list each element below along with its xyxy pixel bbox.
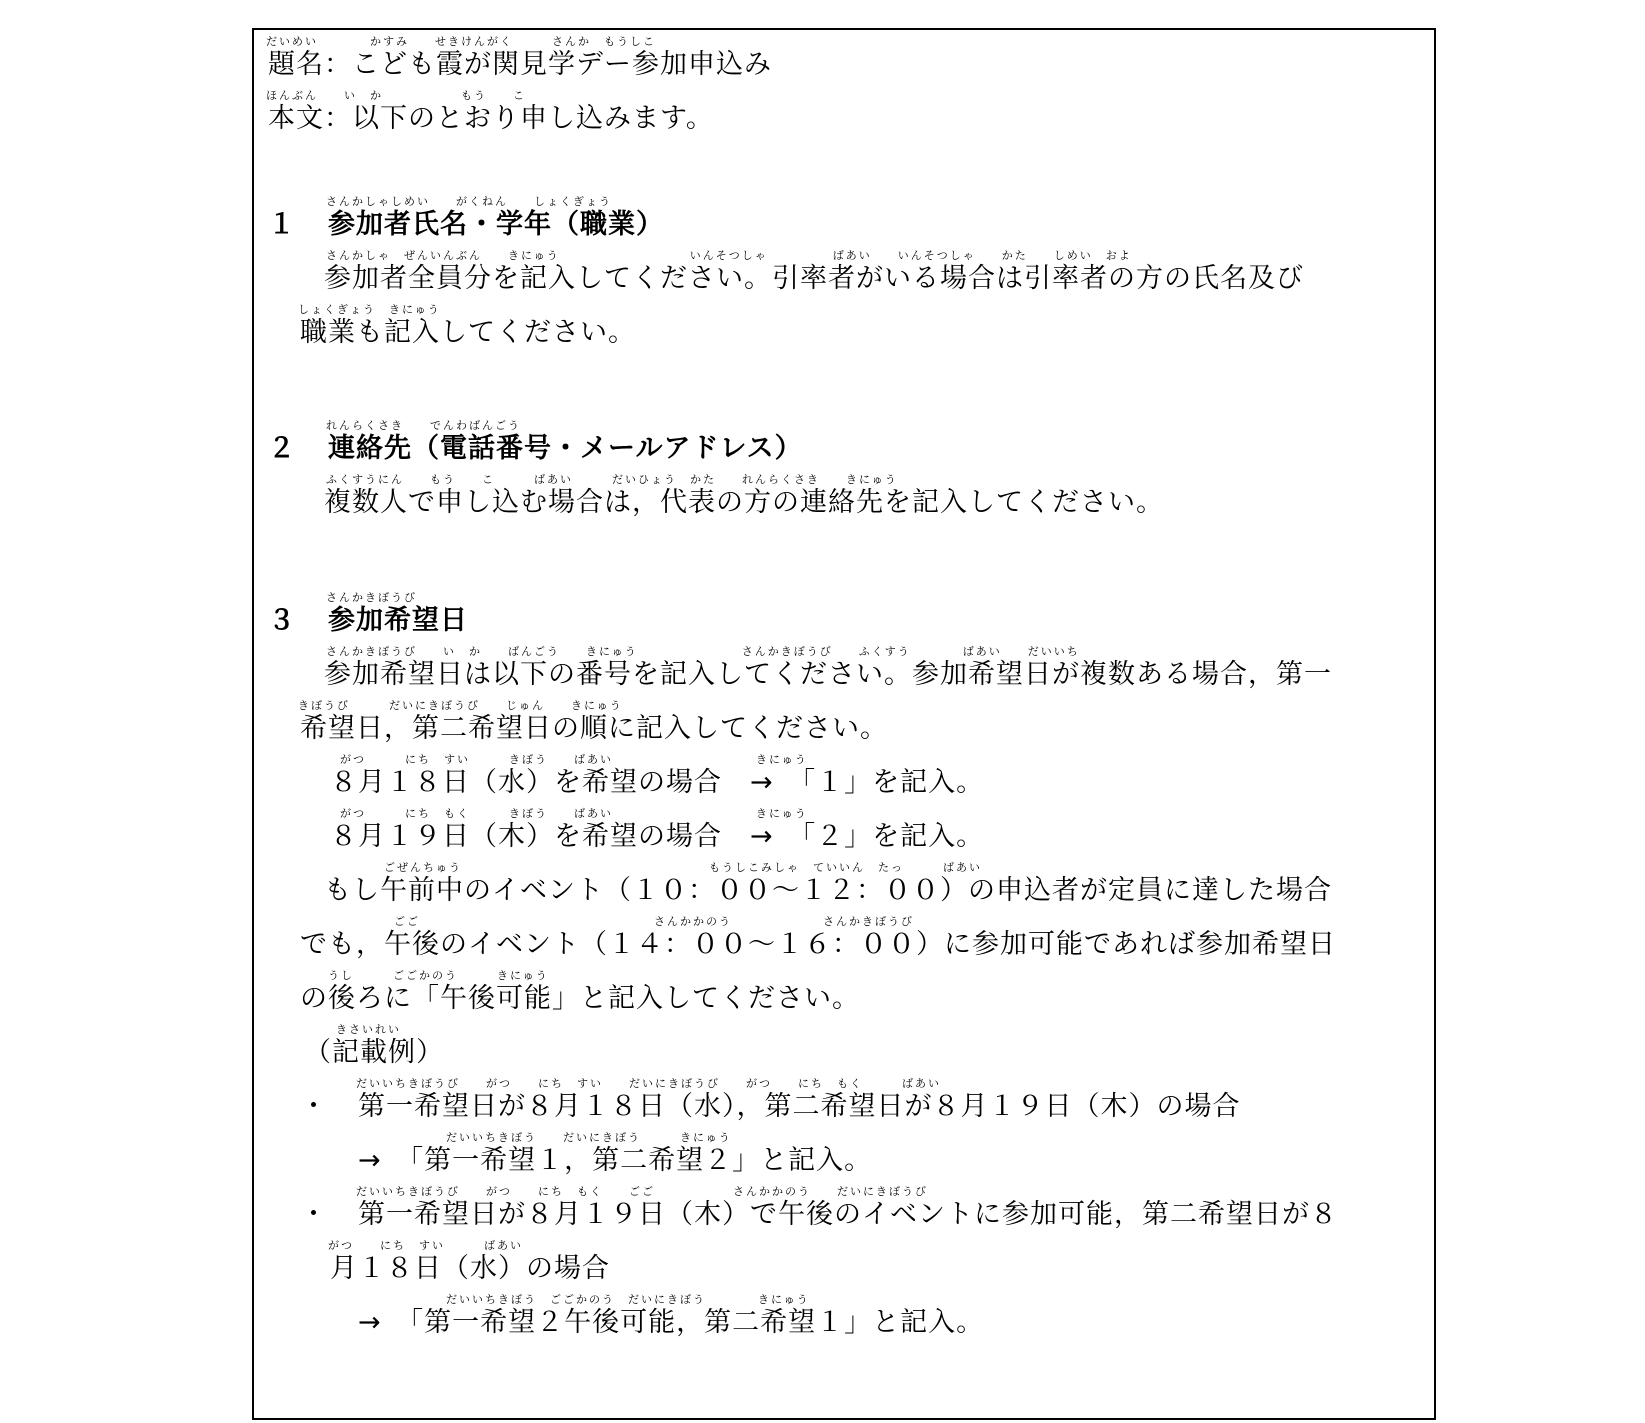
example2-continuation-furigana: がつ にち すい ばあい — [328, 1239, 523, 1252]
section3-line4-furigana: がつ にち もく きぼう ばあい きにゅう — [340, 807, 808, 820]
section3-line2-furigana: きぼうび だいにきぼうび じゅん きにゅう — [298, 699, 623, 712]
section3-line6: でも，午後のイベント（１４：００～１６：００）に参加可能であれば参加希望日 — [300, 929, 1336, 960]
section3-line2: 希望日，第二希望日の順に記入してください。 — [300, 713, 888, 744]
subject-furigana: だいめい かすみ せきけんがく さんか もうしこ — [266, 35, 656, 48]
section1-line1: 参加者全員分を記入してください。引率者がいる場合は引率者の方の氏名及び — [324, 263, 1304, 294]
section3-heading-furigana: さんかきぼうび — [326, 591, 417, 604]
section3-line5: もし午前中のイベント（１０：００～１２：００）の申込者が定員に達した場合 — [324, 875, 1332, 906]
example2-result-furigana: だいいちきぼう ごごかのう だいにきぼう きにゅう — [446, 1293, 810, 1306]
section3-option-2: ８月１９日（木）を希望の場合 → 「２」を記入。 — [330, 821, 985, 852]
section3-line7-furigana: うし ごごかのう きにゅう — [328, 969, 549, 982]
section3-line1-furigana: さんかきぼうび い か ばんごう きにゅう さんかきぼうび ふくすう ばあい だいいち — [326, 645, 1080, 658]
section3-heading — [268, 602, 468, 640]
example2-line — [300, 1196, 1338, 1234]
section2-line1: 複数人で申し込む場合は，代表の方の連絡先を記入してください。 — [324, 487, 1164, 518]
section2-title: 連絡先（電話番号・メールアドレス） — [328, 433, 803, 464]
section1-line2-furigana: しょくぎょう きにゅう — [298, 303, 441, 316]
example1-furigana: だいいちきぼうび がつ にち すい だいにきぼうび がつ にち もく ばあい — [356, 1077, 941, 1090]
example1-text: 第一希望日が８月１８日（水），第二希望日が８月１９日（木）の場合 — [358, 1091, 1241, 1122]
subject-line: 題名：こども霞が関見学デー参加申込み — [268, 49, 772, 80]
example2-text: 第一希望日が８月１９日（木）で午後のイベントに参加可能，第二希望日が８ — [358, 1199, 1338, 1230]
section2-number: ２ — [268, 433, 296, 464]
example2-continuation: 月１８日（水）の場合 — [330, 1253, 610, 1284]
section1-number: １ — [268, 209, 296, 240]
body-furigana: ほんぶん い か もう こ — [266, 89, 526, 102]
section1-line1-furigana: さんかしゃ ぜんいんぶん きにゅう いんそつしゃ ばあい いんそつしゃ かた しめい およ — [326, 249, 1132, 262]
section3-number: ３ — [268, 605, 296, 636]
section3-line3-furigana: がつ にち すい きぼう ばあい きにゅう — [340, 753, 808, 766]
section2-heading — [268, 430, 803, 468]
section3-option-1: ８月１８日（水）を希望の場合 → 「１」を記入。 — [330, 767, 985, 798]
example2-result: → 「第一希望２午後可能，第二希望１」と記入。 — [358, 1307, 985, 1338]
section1-heading — [268, 206, 664, 244]
example1-bullet: ・ — [300, 1091, 328, 1122]
section3-title: 参加希望日 — [328, 605, 468, 636]
example2-bullet: ・ — [300, 1199, 328, 1230]
section2-line1-furigana: ふくすうにん もう こ ばあい だいひょう かた れんらくさき きにゅう — [326, 473, 898, 486]
section3-line6-furigana: ごご さんかかのう さんかきぼうび — [394, 915, 914, 928]
example1-result: → 「第一希望１，第二希望２」と記入。 — [358, 1145, 873, 1176]
example1-result-furigana: だいいちきぼう だいにきぼう きにゅう — [446, 1131, 732, 1144]
section3-line1: 参加希望日は以下の番号を記入してください。参加希望日が複数ある場合，第一 — [324, 659, 1332, 690]
example-label: （記載例） — [304, 1037, 444, 1068]
section2-heading-furigana: れんらくさき でんわばんごう — [326, 419, 521, 432]
example2-furigana: だいいちきぼうび がつ にち もく ごご さんかかのう だいにきぼうび — [356, 1185, 928, 1198]
body-intro: 本文：以下のとおり申し込みます。 — [268, 103, 714, 134]
section1-line2: 職業も記入してください。 — [300, 317, 636, 348]
application-document — [252, 28, 1436, 1420]
example1-line — [300, 1088, 1241, 1126]
section1-title: 参加者氏名・学年（職業） — [328, 209, 664, 240]
example-label-furigana: きさいれい — [336, 1023, 401, 1036]
section1-heading-furigana: さんかしゃしめい がくねん しょくぎょう — [326, 195, 612, 208]
section3-line5-furigana: ごぜんちゅう もうしこみしゃ ていいん たっ ばあい — [384, 861, 982, 874]
section3-line7: の後ろに「午後可能」と記入してください。 — [300, 983, 860, 1014]
